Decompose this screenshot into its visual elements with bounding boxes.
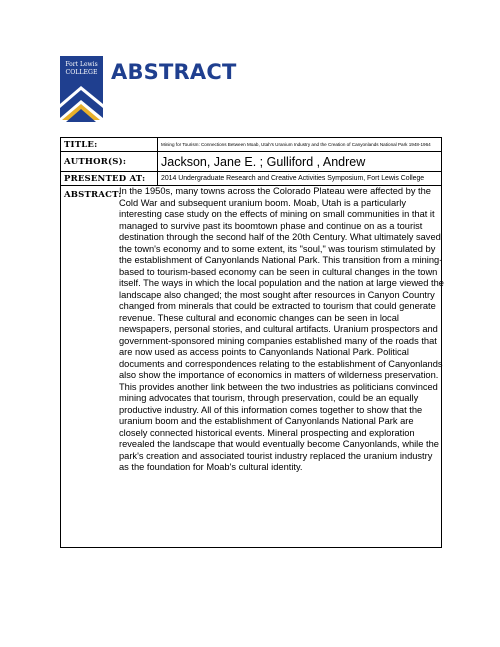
author-value: Jackson, Jane E. ; Gulliford , Andrew (161, 154, 366, 169)
svg-text:Fort Lewis: Fort Lewis (65, 61, 98, 68)
presented-value: 2014 Undergraduate Research and Creative Activities Symposium, Fort Lewis College (161, 175, 425, 182)
title-value: Mining for Tourism: Connections Between Moab, Utah's Uranium Industry and the Creation of Canyonlands National Park 1948-1964 (161, 142, 431, 147)
college-seal-icon (60, 56, 103, 122)
svg-text:COLLEGE: COLLEGE (65, 69, 98, 76)
title-label: TITLE: (61, 138, 158, 151)
presented-row (61, 172, 441, 186)
author-row (61, 152, 441, 172)
presented-label: PRESENTED AT: (61, 172, 158, 185)
abstract-label: ABSTRACT: (64, 190, 122, 200)
title-row (61, 138, 441, 152)
author-label: AUTHOR(S): (61, 152, 158, 171)
page-heading: ABSTRACT (111, 60, 237, 84)
fort-lewis-college-logo (60, 56, 103, 122)
abstract-text: In the 1950s, many towns across the Colorado Plateau were affected by the Cold War and subsequent uranium boom. Moab, Utah is a particularly interesting case study on the effects of mining on small communities in that it managed to survive past its boomtown phase and continue on as a tourist destination through the second half of the 20th Century. What ultimately saved the town's economy and to some extent, its "soul," was tourism stimulated by the establishment of Canyonlands National Park. This transition from a mining-based to tourism-based economy can be seen in cultural changes in the town itself. The ways in which the local population and the nation at large viewed the landscape also changed; the most sought after resources in Canyon Country changed from minerals that could be extracted to tourism that could generate revenue. These cultural and economic changes can be seen in local newspapers, personal stories, and cultural artifacts. Uranium prospectors and government-sponsored mining companies established many of the roads that are now used as access points to Canyonlands National Park. Political documents and correspondences relating to the establishment of Canyonlands also show the importance of economics in matters of wilderness preservation. This provides another link between the two industries as politicians convinced mining advocates that tourism, through preservation, could be an equally productive industry. All of this information comes together to show that the uranium boom and the establishment of Canyonlands National Park are closely connected historical events. Mineral prospecting and exploration revealed the landscape that would eventually become Canyonlands, while the park's creation and associated tourist industry replaced the uranium industry as the foundation for Moab's cultural identity. (119, 186, 444, 472)
